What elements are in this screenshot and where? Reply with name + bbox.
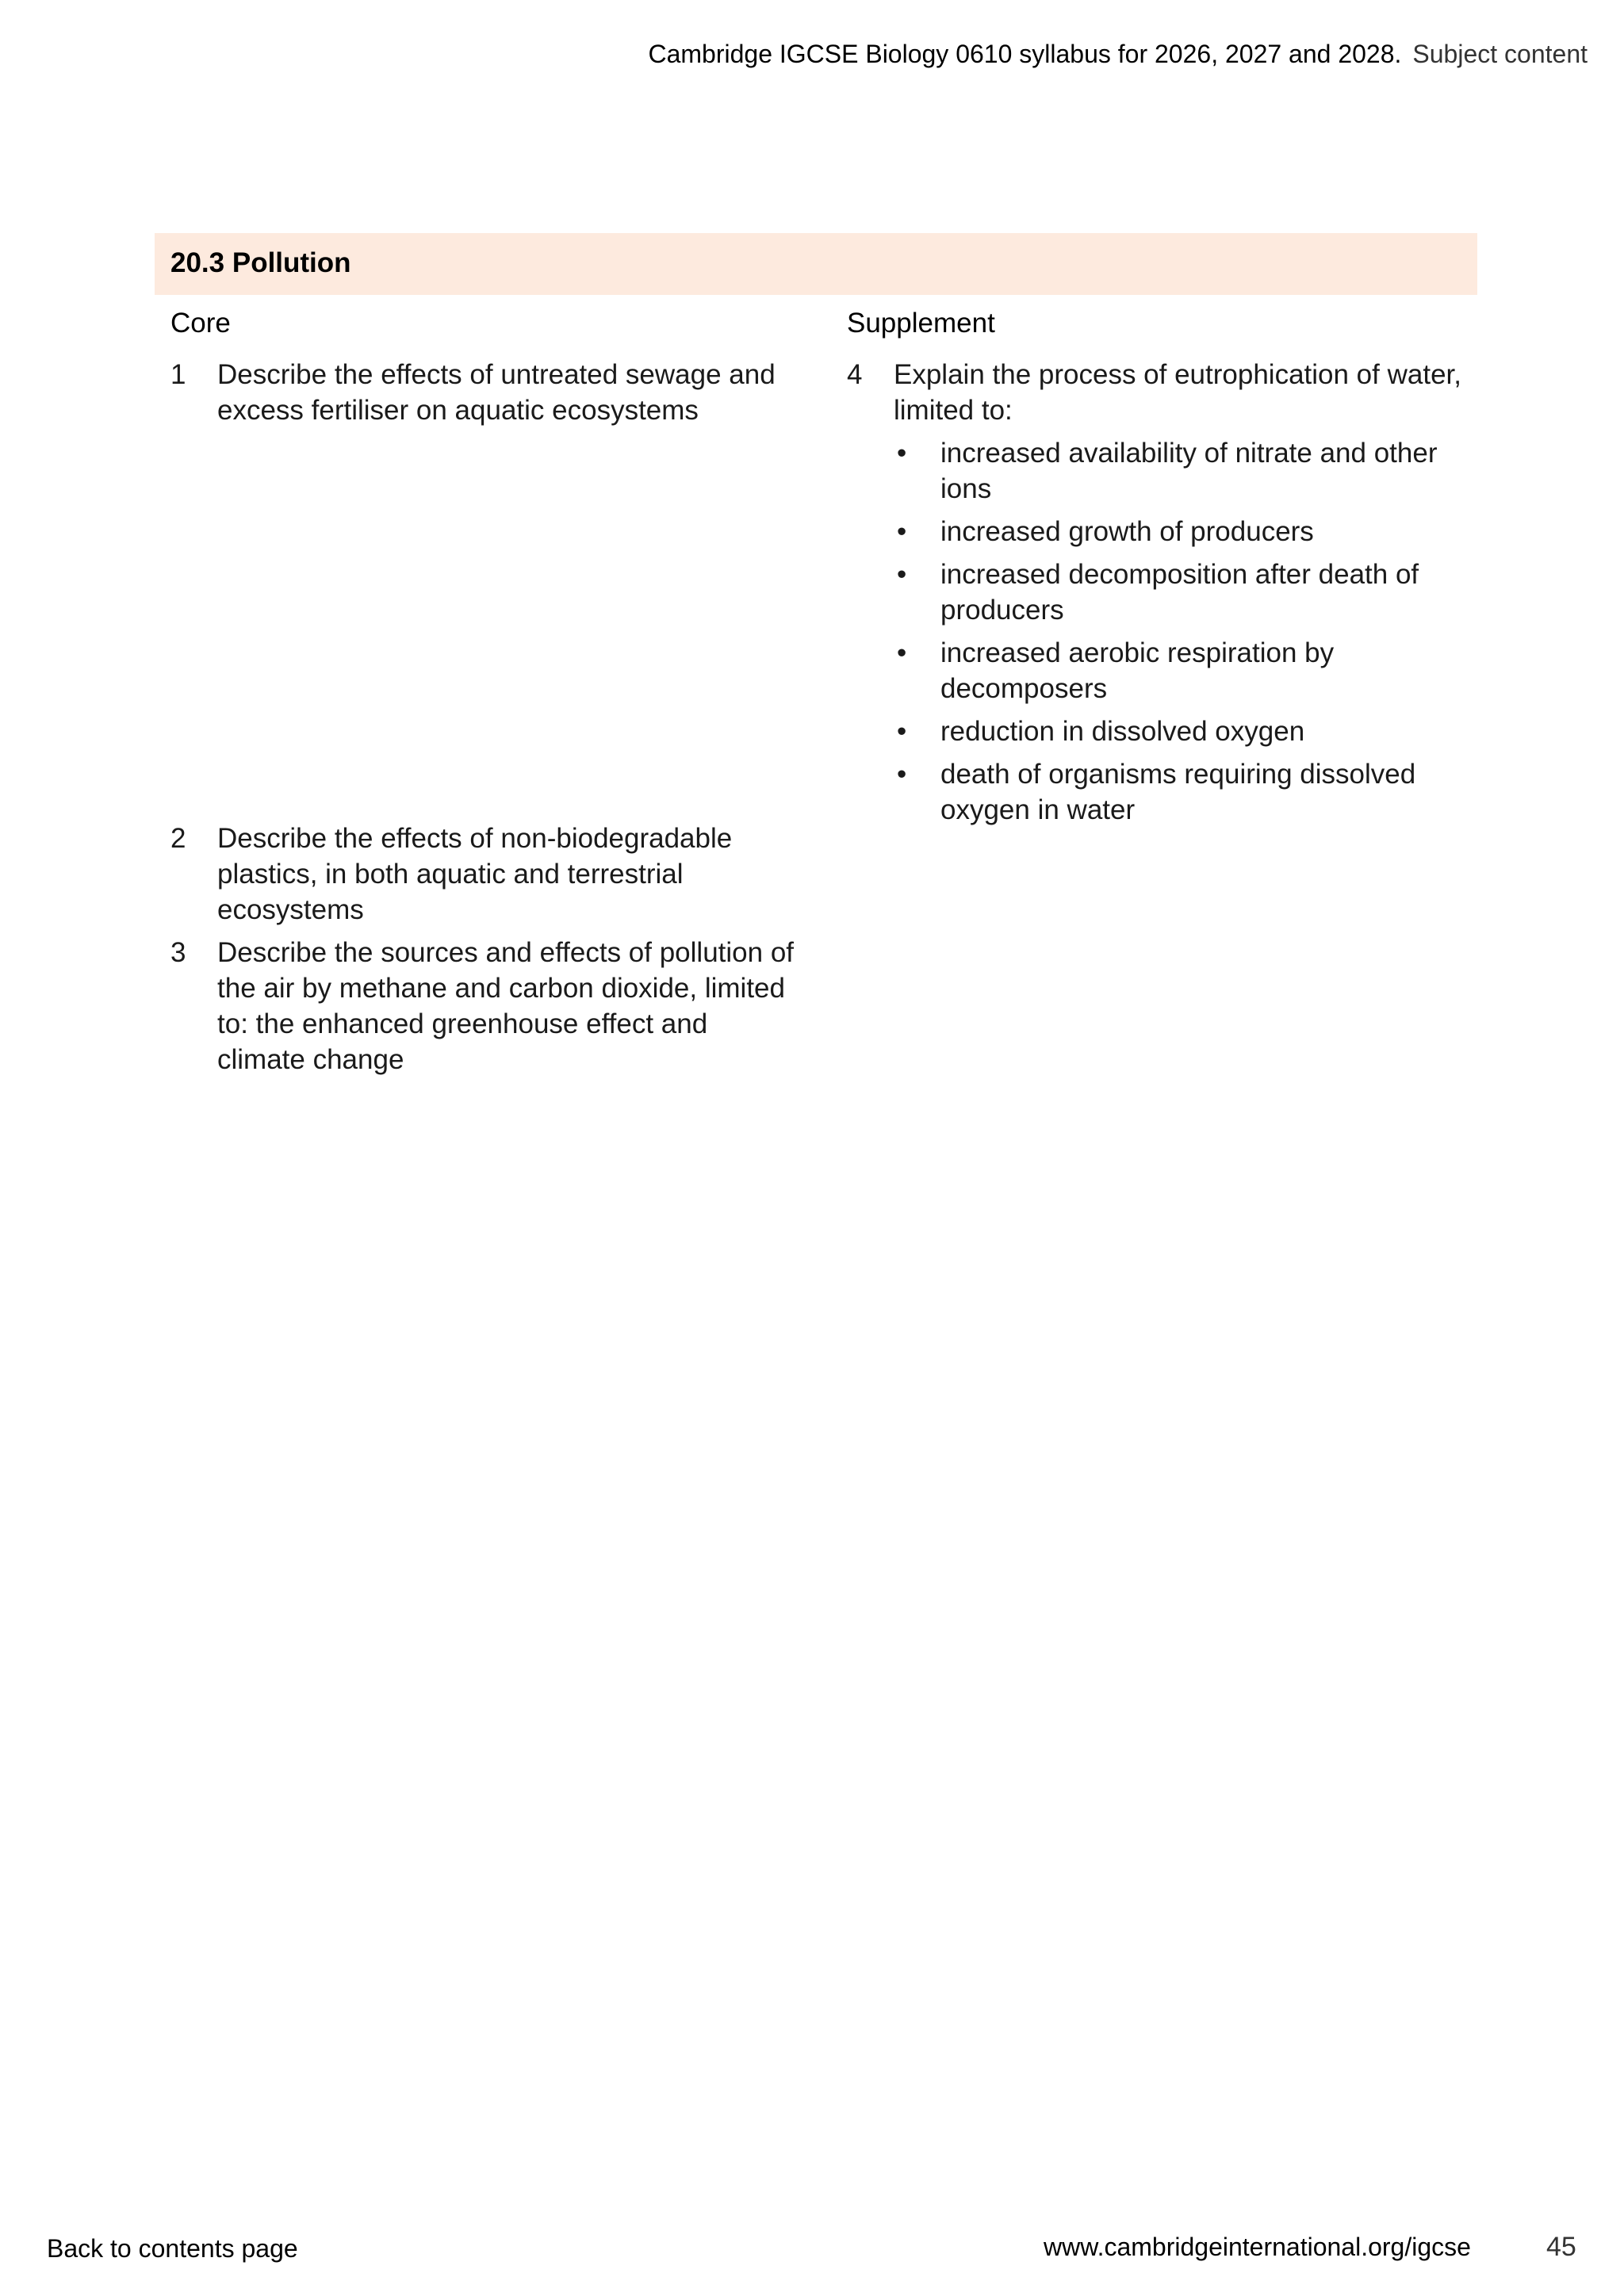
item-number: 1	[170, 359, 186, 390]
bullet-item: • increased aerobic respiration by decomposers	[894, 635, 1473, 706]
item-text: Describe the effects of untreated sewage and excess fertiliser on aquatic ecosystems	[217, 359, 776, 426]
core-heading: Core	[170, 308, 231, 339]
section-heading-bar	[155, 233, 1477, 295]
item-number: 2	[170, 823, 186, 854]
bullet-icon: •	[897, 516, 907, 547]
bullet-icon: •	[897, 637, 907, 668]
bullet-list	[894, 435, 1473, 828]
core-item	[170, 935, 797, 1077]
bullet-item: • reduction in dissolved oxygen	[894, 714, 1473, 749]
item-text: Describe the sources and effects of pollution of the air by methane and carbon dioxide, limited to: the enhanced greenhouse effect and climate change	[217, 937, 795, 1075]
section-title: 20.3 Pollution	[170, 247, 351, 278]
item-number: 4	[847, 359, 863, 390]
core-item	[170, 821, 797, 928]
item-text: Describe the effects of non-biodegradable plastics, in both aquatic and terrestrial ecosystems	[217, 823, 733, 925]
bullet-item: • increased availability of nitrate and other ions	[894, 435, 1473, 507]
supplement-heading: Supplement	[847, 308, 995, 339]
item-text: Explain the process of eutrophication of water, limited to:	[894, 359, 1461, 426]
section-name: Subject content	[1412, 40, 1588, 68]
back-to-contents-link[interactable]: Back to contents page	[47, 2234, 298, 2263]
core-item	[170, 357, 797, 428]
bullet-icon: •	[897, 559, 907, 590]
item-number: 3	[170, 937, 186, 968]
bullet-item: • increased growth of producers	[894, 514, 1473, 549]
page-number: 45	[1546, 2232, 1576, 2262]
bullet-icon: •	[897, 438, 907, 469]
page-header	[648, 40, 1588, 69]
document-title: Cambridge IGCSE Biology 0610 syllabus for 2026, 2027 and 2028.	[648, 40, 1402, 68]
supplement-column	[847, 305, 1473, 835]
website-url[interactable]: www.cambridgeinternational.org/igcse	[1044, 2233, 1471, 2261]
bullet-item: • increased decomposition after death of producers	[894, 557, 1473, 628]
bullet-item: • death of organisms requiring dissolved oxygen in water	[894, 756, 1473, 828]
bullet-icon: •	[897, 759, 907, 790]
core-column	[170, 305, 797, 1077]
bullet-icon: •	[897, 716, 907, 747]
supplement-item	[847, 357, 1473, 828]
